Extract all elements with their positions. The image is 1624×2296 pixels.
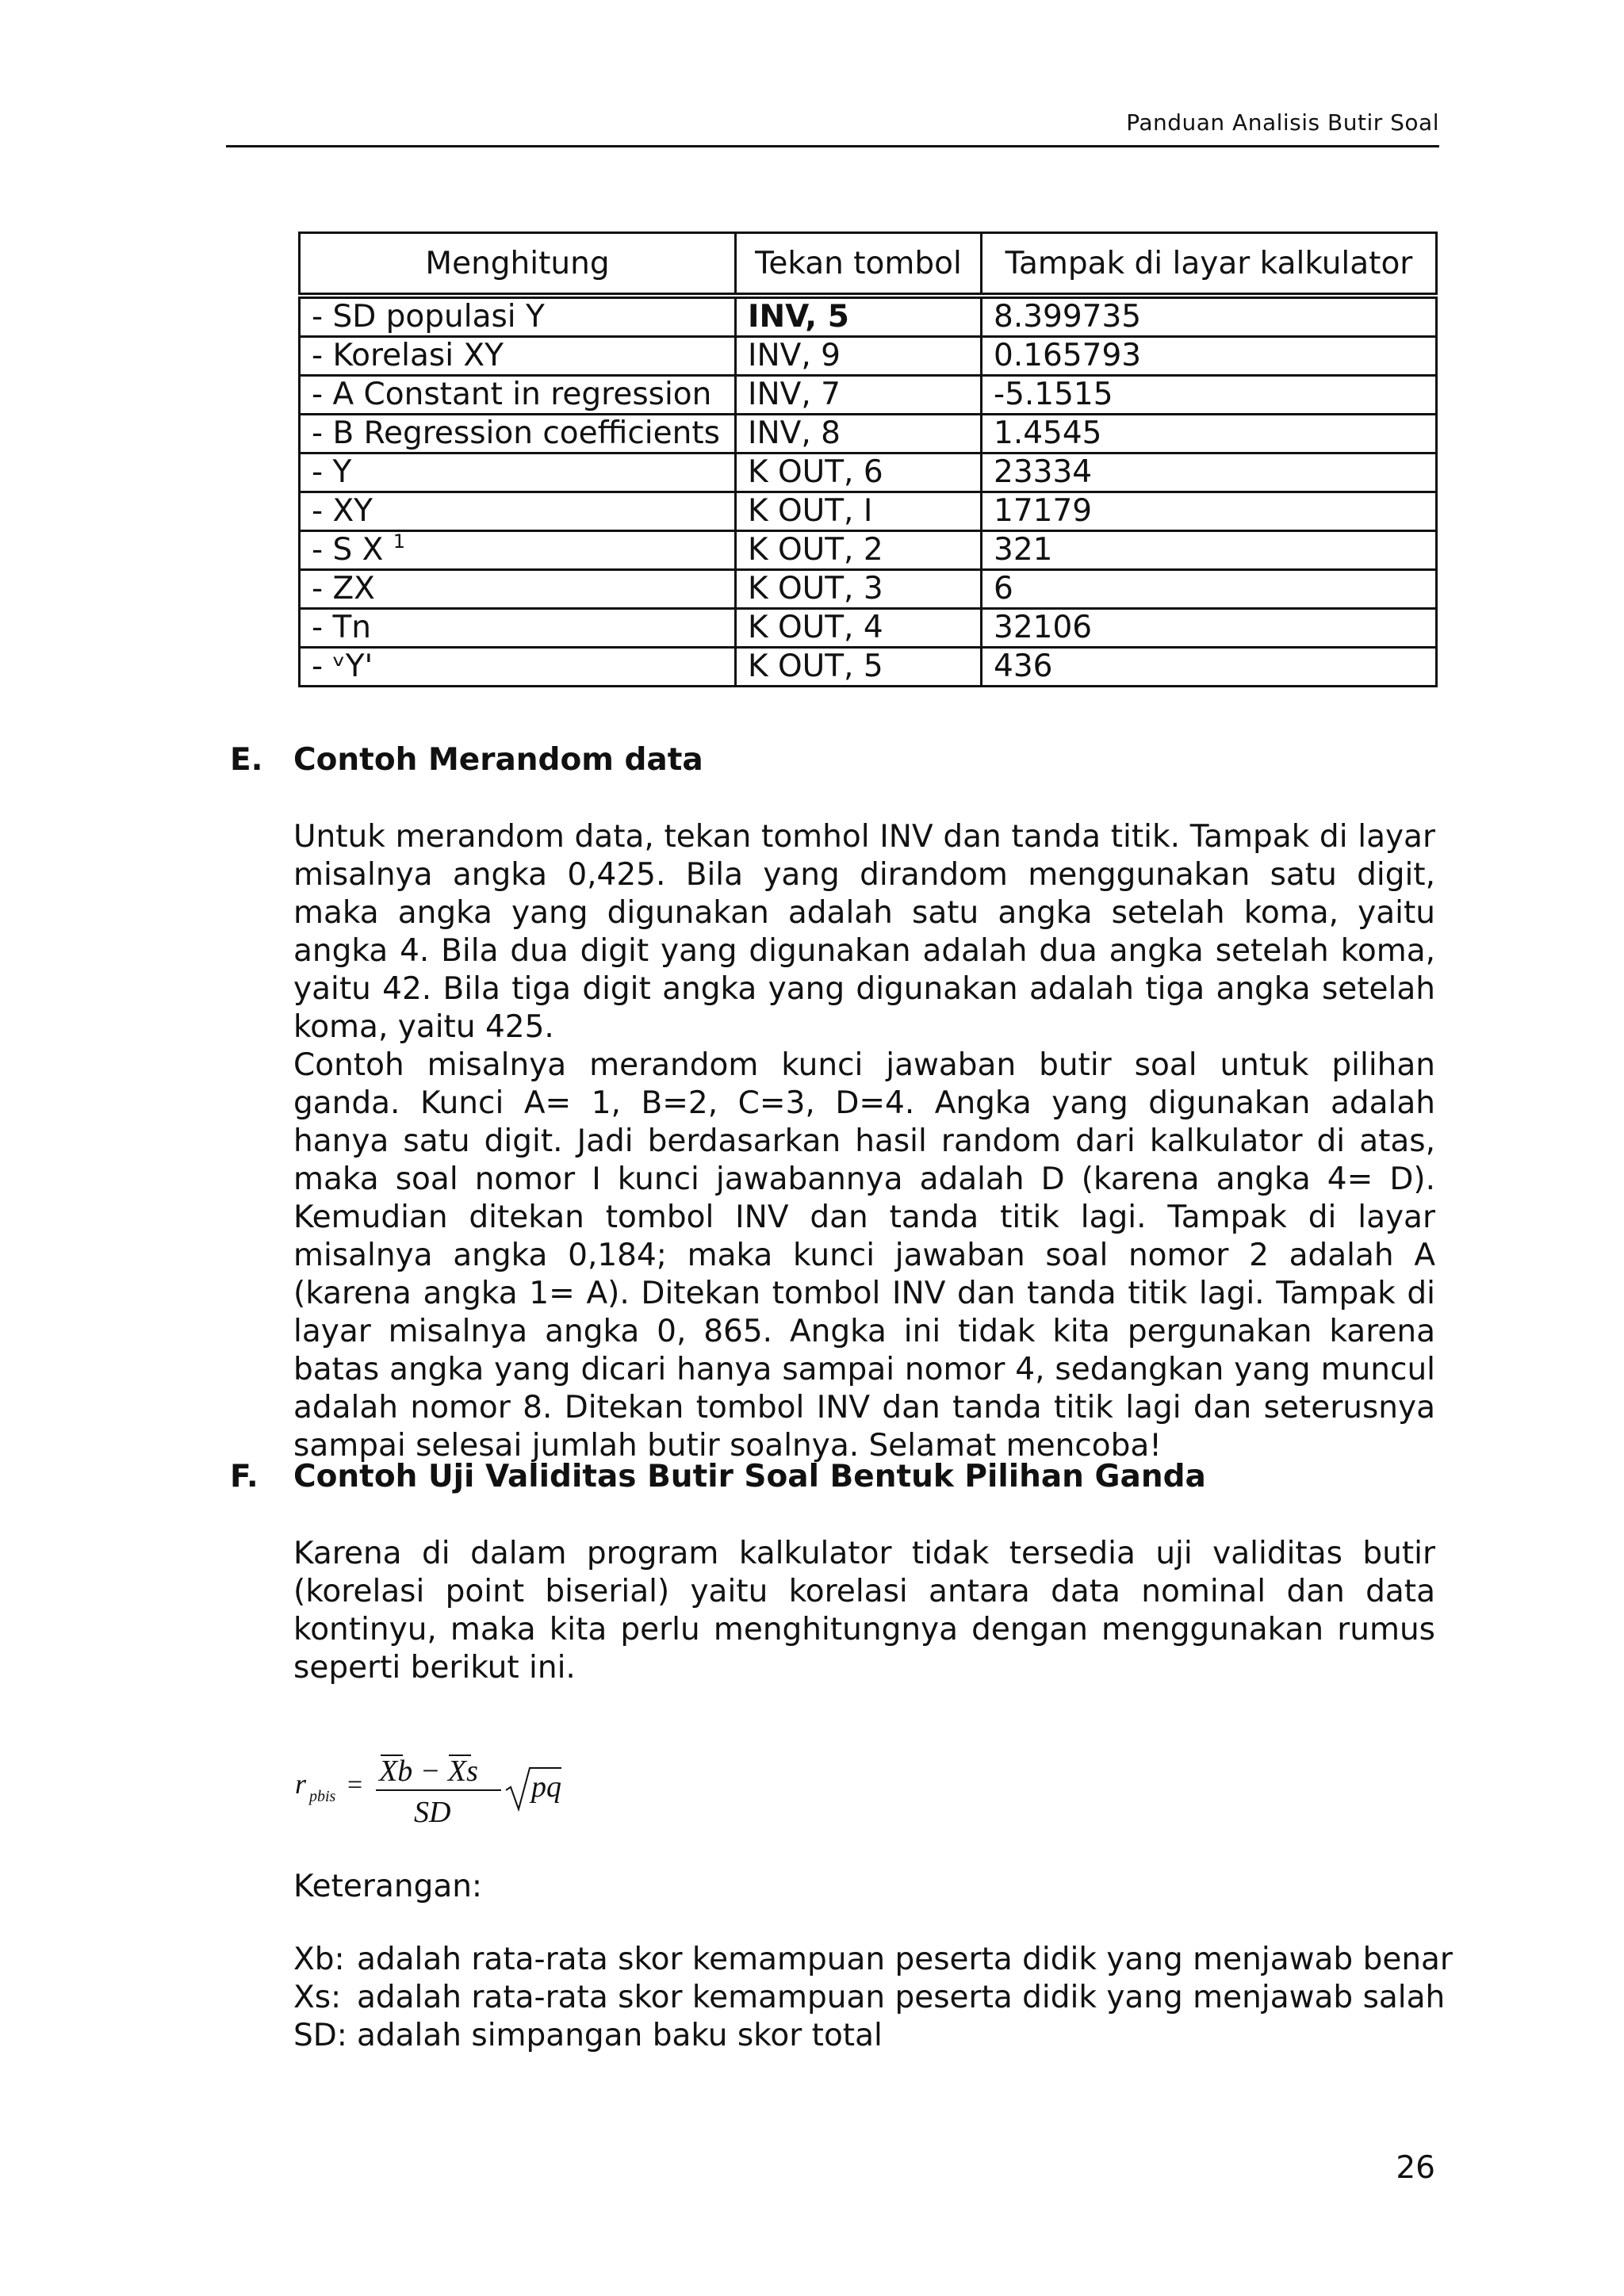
formula-lhs-subscript: pbis <box>309 1788 336 1805</box>
table-row <box>300 415 1437 453</box>
definition-row <box>293 2017 1453 2055</box>
table-cell-value: 6 <box>982 570 1437 609</box>
table-cell-value: 17179 <box>982 492 1437 531</box>
table-cell-key: K OUT, 3 <box>736 570 982 609</box>
table-cell-key: INV, 7 <box>736 376 982 415</box>
table-cell-value: 321 <box>982 531 1437 570</box>
table-header-cell: Menghitung <box>300 233 736 297</box>
table-cell-value: 8.399735 <box>982 296 1437 337</box>
table-cell-value: -5.1515 <box>982 376 1437 415</box>
definition-row <box>293 1979 1453 2017</box>
table-cell-key: INV, 8 <box>736 415 982 453</box>
table-cell-key: K OUT, 4 <box>736 609 982 648</box>
table-row <box>300 376 1437 415</box>
table-row <box>300 296 1437 337</box>
table-cell-label: - B Regression coefficients <box>300 415 736 453</box>
table-cell-value: 23334 <box>982 453 1437 492</box>
table-row <box>300 453 1437 492</box>
running-header: Panduan Analisis Butir Soal <box>1126 109 1439 136</box>
table-cell-label: - Tn <box>300 609 736 648</box>
table-row <box>300 531 1437 570</box>
keterangan-label: Keterangan: <box>293 1869 483 1904</box>
table-cell-label: - A Constant in regression <box>300 376 736 415</box>
table-cell-value: 32106 <box>982 609 1437 648</box>
table-row <box>300 492 1437 531</box>
formula-denominator: SD <box>414 1796 451 1829</box>
definition-term: SD: <box>293 2018 347 2053</box>
table-row <box>300 609 1437 648</box>
point-biserial-formula <box>293 1735 611 1830</box>
table-cell-label: - Y <box>300 453 736 492</box>
formula-numerator: Xb − Xs <box>379 1755 478 1788</box>
table-cell-value: 1.4545 <box>982 415 1437 453</box>
table-cell-key: INV, 9 <box>736 337 982 376</box>
formula-radicand: pq <box>531 1770 561 1804</box>
table-cell-value: 0.165793 <box>982 337 1437 376</box>
page-number: 26 <box>1396 2150 1435 2186</box>
section-e-paragraph-1: Untuk merandom data, tekan tomhol INV dan tanda titik. Tampak di layar misalnya angka 0,425. Bila yang dirandom menggunakan satu digit, maka angka yang digunakan adalah satu angka setelah koma, yaitu angka 4. Bila dua digit yang digunakan adalah dua angka setelah koma, yaitu 42. Bila tiga digit angka yang digunakan adalah tiga angka setelah koma, yaitu 425. <box>293 819 1435 1045</box>
table-header-cell: Tampak di layar kalkulator <box>982 233 1437 297</box>
formula-equals: = <box>347 1770 363 1800</box>
table-cell-label-text: - S X <box>312 532 384 568</box>
section-e-heading <box>230 742 703 778</box>
table-row <box>300 570 1437 609</box>
table-cell-key: K OUT, 5 <box>736 648 982 687</box>
superscript: 1 <box>393 530 406 553</box>
calculator-table <box>298 232 1438 687</box>
definition-desc: adalah simpangan baku skor total <box>357 2018 883 2053</box>
definition-list <box>293 1941 1453 2055</box>
table-header-cell: Tekan tombol <box>736 233 982 297</box>
header-rule <box>226 145 1439 147</box>
formula-lhs: r <box>295 1768 307 1800</box>
table-cell-label: - XY <box>300 492 736 531</box>
table-cell-label: - Korelasi XY <box>300 337 736 376</box>
table-row <box>300 337 1437 376</box>
table-cell-label <box>300 531 736 570</box>
section-f-paragraph-1: Karena di dalam program kalkulator tidak tersedia uji validitas butir (korelasi point biserial) yaitu korelasi antara data nominal dan data kontinyu, maka kita perlu menghitungnya dengan menggunakan rumus seperti berikut ini. <box>293 1536 1435 1686</box>
table-cell-value: 436 <box>982 648 1437 687</box>
section-title: Contoh Uji Validitas Butir Soal Bentuk Pilihan Ganda <box>293 1459 1206 1494</box>
definition-row <box>293 1941 1453 1979</box>
section-number: E. <box>230 742 263 778</box>
definition-desc: adalah rata-rata skor kemampuan peserta didik yang menjawab benar <box>357 1942 1453 1977</box>
table-cell-label: - ZX <box>300 570 736 609</box>
definition-desc: adalah rata-rata skor kemampuan peserta didik yang menjawab salah <box>357 1980 1446 2015</box>
table-cell-key: INV, 5 <box>736 296 982 337</box>
table-cell-label: - ᵛY' <box>300 648 736 687</box>
section-title: Contoh Merandom data <box>293 742 703 778</box>
section-f-heading <box>230 1459 1206 1494</box>
table-row <box>300 648 1437 687</box>
table-cell-label: - SD populasi Y <box>300 296 736 337</box>
table-cell-key: K OUT, 2 <box>736 531 982 570</box>
table-cell-key: K OUT, I <box>736 492 982 531</box>
table-cell-key: K OUT, 6 <box>736 453 982 492</box>
section-number: F. <box>230 1459 259 1494</box>
definition-term: Xs: <box>293 1980 342 2015</box>
table-header-row <box>300 233 1437 297</box>
definition-term: Xb: <box>293 1942 345 1977</box>
section-e-paragraph-2: Contoh misalnya merandom kunci jawaban butir soal untuk pilihan ganda. Kunci A= 1, B=2, C=3, D=4. Angka yang digunakan adalah hanya satu digit. Jadi berdasarkan hasil random dari kalkulator di atas, maka soal nomor I kunci jawabannya adalah D (karena angka 4= D). Kemudian ditekan tombol INV dan tanda titik lagi. Tampak di layar misalnya angka 0,184; maka kunci jawaban soal nomor 2 adalah A (karena angka 1= A). Ditekan tombol INV dan tanda titik lagi. Tampak di layar misalnya angka 0, 865. Angka ini tidak kita pergunakan karena batas angka yang dicari hanya sampai nomor 4, sedangkan yang muncul adalah nomor 8. Ditekan tombol INV dan tanda titik lagi dan seterusnya sampai selesai jumlah butir soalnya. Selamat mencoba! <box>293 1047 1435 1464</box>
